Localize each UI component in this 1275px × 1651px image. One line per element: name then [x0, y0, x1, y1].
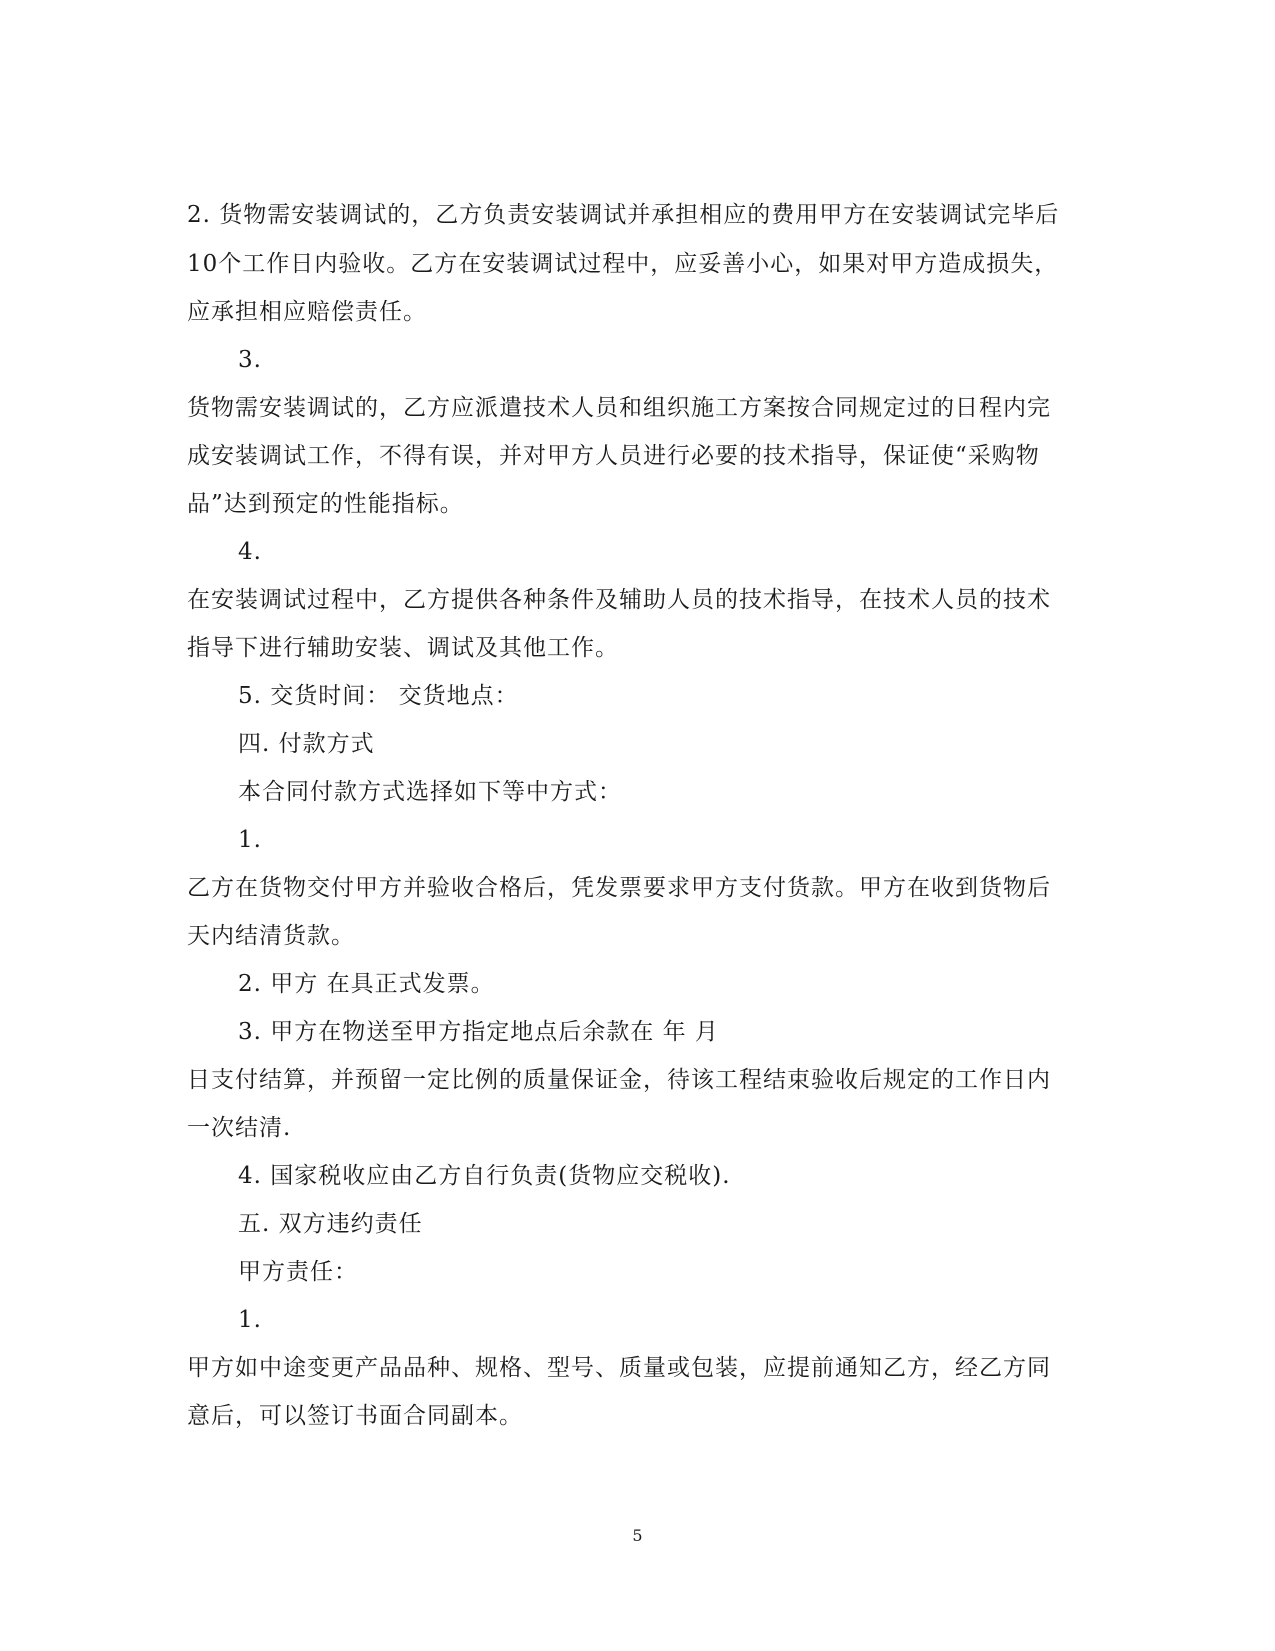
text-line: 天内结清货款。: [187, 923, 355, 949]
text-line: 乙方在货物交付甲方并验收合格后，凭发票要求甲方支付货款。甲方在收到货物后: [187, 875, 1051, 901]
text-line: 3. 甲方在物送至甲方指定地点后余款在 年 月: [238, 1019, 719, 1045]
page-number: 5: [632, 1526, 643, 1545]
text-line: 货物需安装调试的，乙方应派遣技术人员和组织施工方案按合同规定过的日程内完: [187, 395, 1051, 421]
text-line: 一次结清.: [187, 1115, 292, 1141]
text-line: 成安装调试工作，不得有误，并对甲方人员进行必要的技术指导，保证使“采购物: [187, 443, 1040, 469]
section-heading: 五. 双方违约责任: [238, 1211, 423, 1237]
section-heading: 四. 付款方式: [238, 731, 375, 757]
item-number: 1.: [238, 1307, 262, 1333]
text-line: 5. 交货时间： 交货地点：: [238, 683, 519, 709]
text-line: 在安装调试过程中，乙方提供各种条件及辅助人员的技术指导，在技术人员的技术: [187, 587, 1051, 613]
item-number: 4.: [238, 539, 262, 565]
text-line: 2. 货物需安装调试的，乙方负责安装调试并承担相应的费用甲方在安装调试完毕后: [187, 202, 1060, 228]
text-line: 4. 国家税收应由乙方自行负责(货物应交税收).: [238, 1163, 731, 1189]
text-line: 甲方责任：: [238, 1259, 358, 1285]
text-line: 意后，可以签订书面合同副本。: [187, 1403, 523, 1429]
text-line: 2. 甲方 在具正式发票。: [238, 971, 495, 997]
item-number: 3.: [238, 347, 262, 373]
text-line: 日支付结算，并预留一定比例的质量保证金，待该工程结束验收后规定的工作日内: [187, 1067, 1051, 1093]
text-line: 指导下进行辅助安装、调试及其他工作。: [187, 635, 619, 661]
text-line: 品”达到预定的性能指标。: [187, 491, 464, 517]
text-line: 应承担相应赔偿责任。: [187, 299, 427, 325]
text-line: 甲方如中途变更产品品种、规格、型号、质量或包装，应提前通知乙方，经乙方同: [187, 1355, 1051, 1381]
text-line: 本合同付款方式选择如下等中方式：: [238, 779, 622, 805]
text-line: 10个工作日内验收。乙方在安装调试过程中，应妥善小心，如果对甲方造成损失，: [187, 251, 1059, 277]
item-number: 1.: [238, 827, 262, 853]
